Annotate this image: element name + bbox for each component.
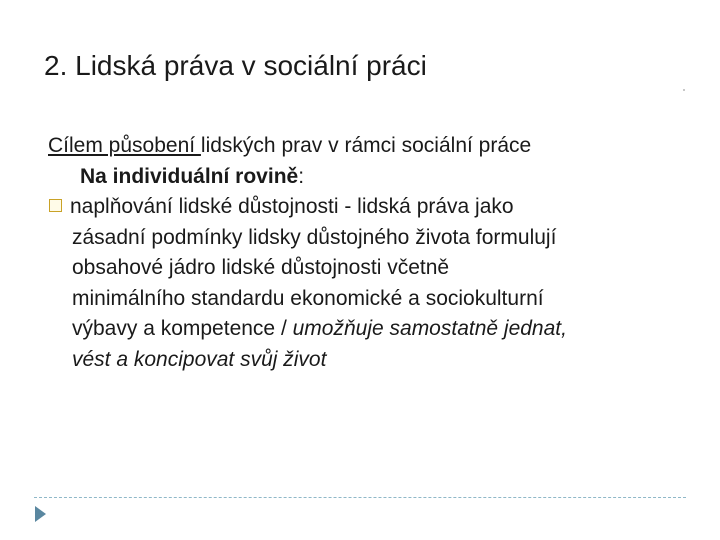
square-bullet-icon: [49, 199, 62, 212]
bullet-line-5-plain: výbavy a kompetence /: [72, 317, 293, 340]
footer-arrow-icon: [35, 506, 46, 522]
bullet-line-4: minimálního standardu ekonomické a sociokulturní: [72, 286, 544, 310]
bullet-line-5-row: [48, 314, 708, 345]
intro-line: [48, 131, 708, 162]
level-heading-colon: :: [298, 164, 305, 188]
bullet-line-6-row: [48, 345, 708, 376]
bullet-line-5-italic: umožňuje samostatně jednat,: [292, 317, 567, 340]
bullet-line-1: naplňování lidské důstojnosti - lidská práva jako: [70, 195, 514, 218]
intro-text: lidských prav v rámci sociální práce: [200, 134, 532, 157]
bullet-line-2: zásadní podmínky lidsky důstojného života formulují: [72, 225, 557, 249]
slide-title: 2. Lidská práva v sociální práci: [44, 50, 427, 81]
bullet-item: [48, 192, 708, 223]
bullet-line-4-row: [48, 284, 708, 315]
bullet-line-3-row: [48, 253, 708, 284]
footer-divider: [34, 497, 686, 498]
bullet-line-6-italic: vést a koncipovat svůj život: [72, 347, 327, 371]
level-heading: [48, 162, 708, 193]
slide-body: [48, 131, 708, 375]
level-heading-bold: Na individuální rovině: [80, 164, 299, 188]
bullet-line-2-row: [48, 223, 708, 254]
decorative-dot: [683, 89, 685, 91]
bullet-line-3: obsahové jádro lidské důstojnosti včetně: [72, 256, 450, 279]
intro-underlined-text: Cílem působení: [48, 134, 201, 157]
